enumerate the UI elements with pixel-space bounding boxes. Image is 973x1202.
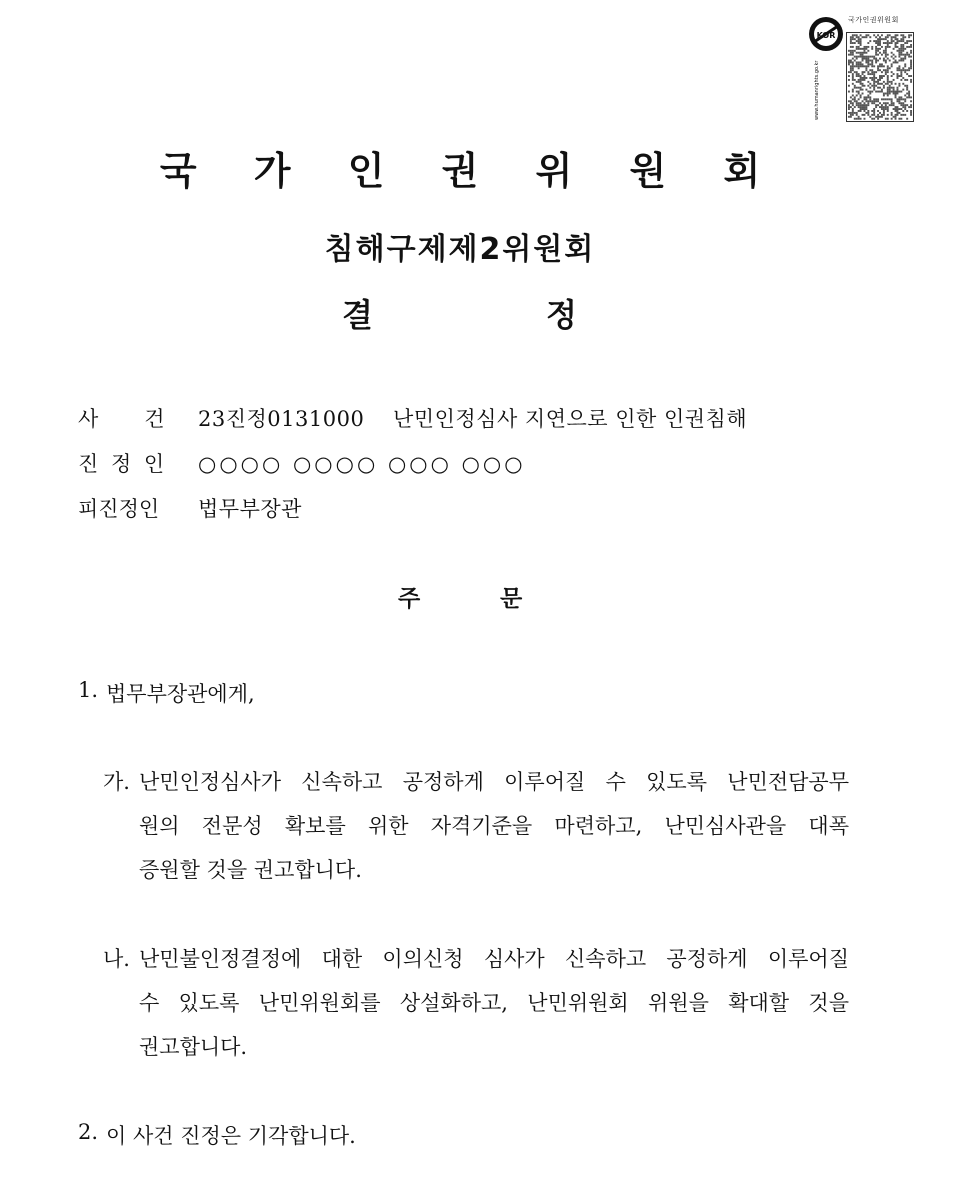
authentication-stamp bbox=[806, 12, 914, 122]
sub-item-na-marker: 나. bbox=[103, 947, 130, 971]
decision-title-left: 결 bbox=[342, 296, 373, 334]
sub-item-na-line-2: 수 있도록 난민위원회를 상설화하고, 난민위원회 위원을 확대할 것을 bbox=[139, 991, 849, 1015]
item-2-text: 이 사건 진정은 기각합니다. bbox=[106, 1124, 356, 1148]
svg-text:www.humanrights.go.kr: www.humanrights.go.kr bbox=[814, 60, 820, 120]
sub-item-ga bbox=[103, 766, 863, 886]
sub-item-ga-line-1: 난민인정심사가 신속하고 공정하게 이루어질 수 있도록 난민전담공무 bbox=[139, 770, 849, 794]
organization-title: 국 가 인 권 위 원 회 bbox=[159, 149, 783, 193]
petitioner-label: 진 정 인 bbox=[78, 452, 168, 476]
section-heading-left: 주 bbox=[398, 586, 421, 612]
sub-item-ga-marker: 가. bbox=[103, 770, 130, 794]
case-label: 사 건 bbox=[78, 407, 165, 431]
qr-code-icon bbox=[846, 32, 914, 122]
decision-title-right: 정 bbox=[546, 296, 577, 334]
section-heading-right: 문 bbox=[500, 586, 523, 612]
svg-text:KOR: KOR bbox=[816, 31, 836, 40]
item-1-number: 1. bbox=[78, 678, 99, 702]
item-1-text: 법무부장관에게, bbox=[106, 682, 255, 706]
respondent-value: 법무부장관 bbox=[198, 497, 302, 521]
sub-item-ga-line-3: 증원할 것을 권고합니다. bbox=[139, 858, 362, 882]
commission-logo-icon bbox=[806, 12, 846, 122]
respondent-label: 피진정인 bbox=[78, 497, 160, 521]
committee-title: 침해구제제2위원회 bbox=[324, 232, 596, 267]
sub-item-na bbox=[103, 943, 863, 1063]
sub-item-ga-line-2: 원의 전문성 확보를 위한 자격기준을 마련하고, 난민심사관을 대폭 bbox=[139, 814, 849, 838]
stamp-label: 국가인권위원회 bbox=[848, 16, 899, 24]
sub-item-na-line-1: 난민불인정결정에 대한 이의신청 심사가 신속하고 공정하게 이루어질 bbox=[139, 947, 849, 971]
sub-item-na-line-3: 권고합니다. bbox=[139, 1035, 248, 1059]
item-2-number: 2. bbox=[78, 1120, 99, 1144]
petitioner-value: ○○○○ ○○○○ ○○○ ○○○ bbox=[198, 452, 526, 476]
case-value: 23진정0131000 난민인정심사 지연으로 인한 인권침해 bbox=[198, 407, 748, 431]
